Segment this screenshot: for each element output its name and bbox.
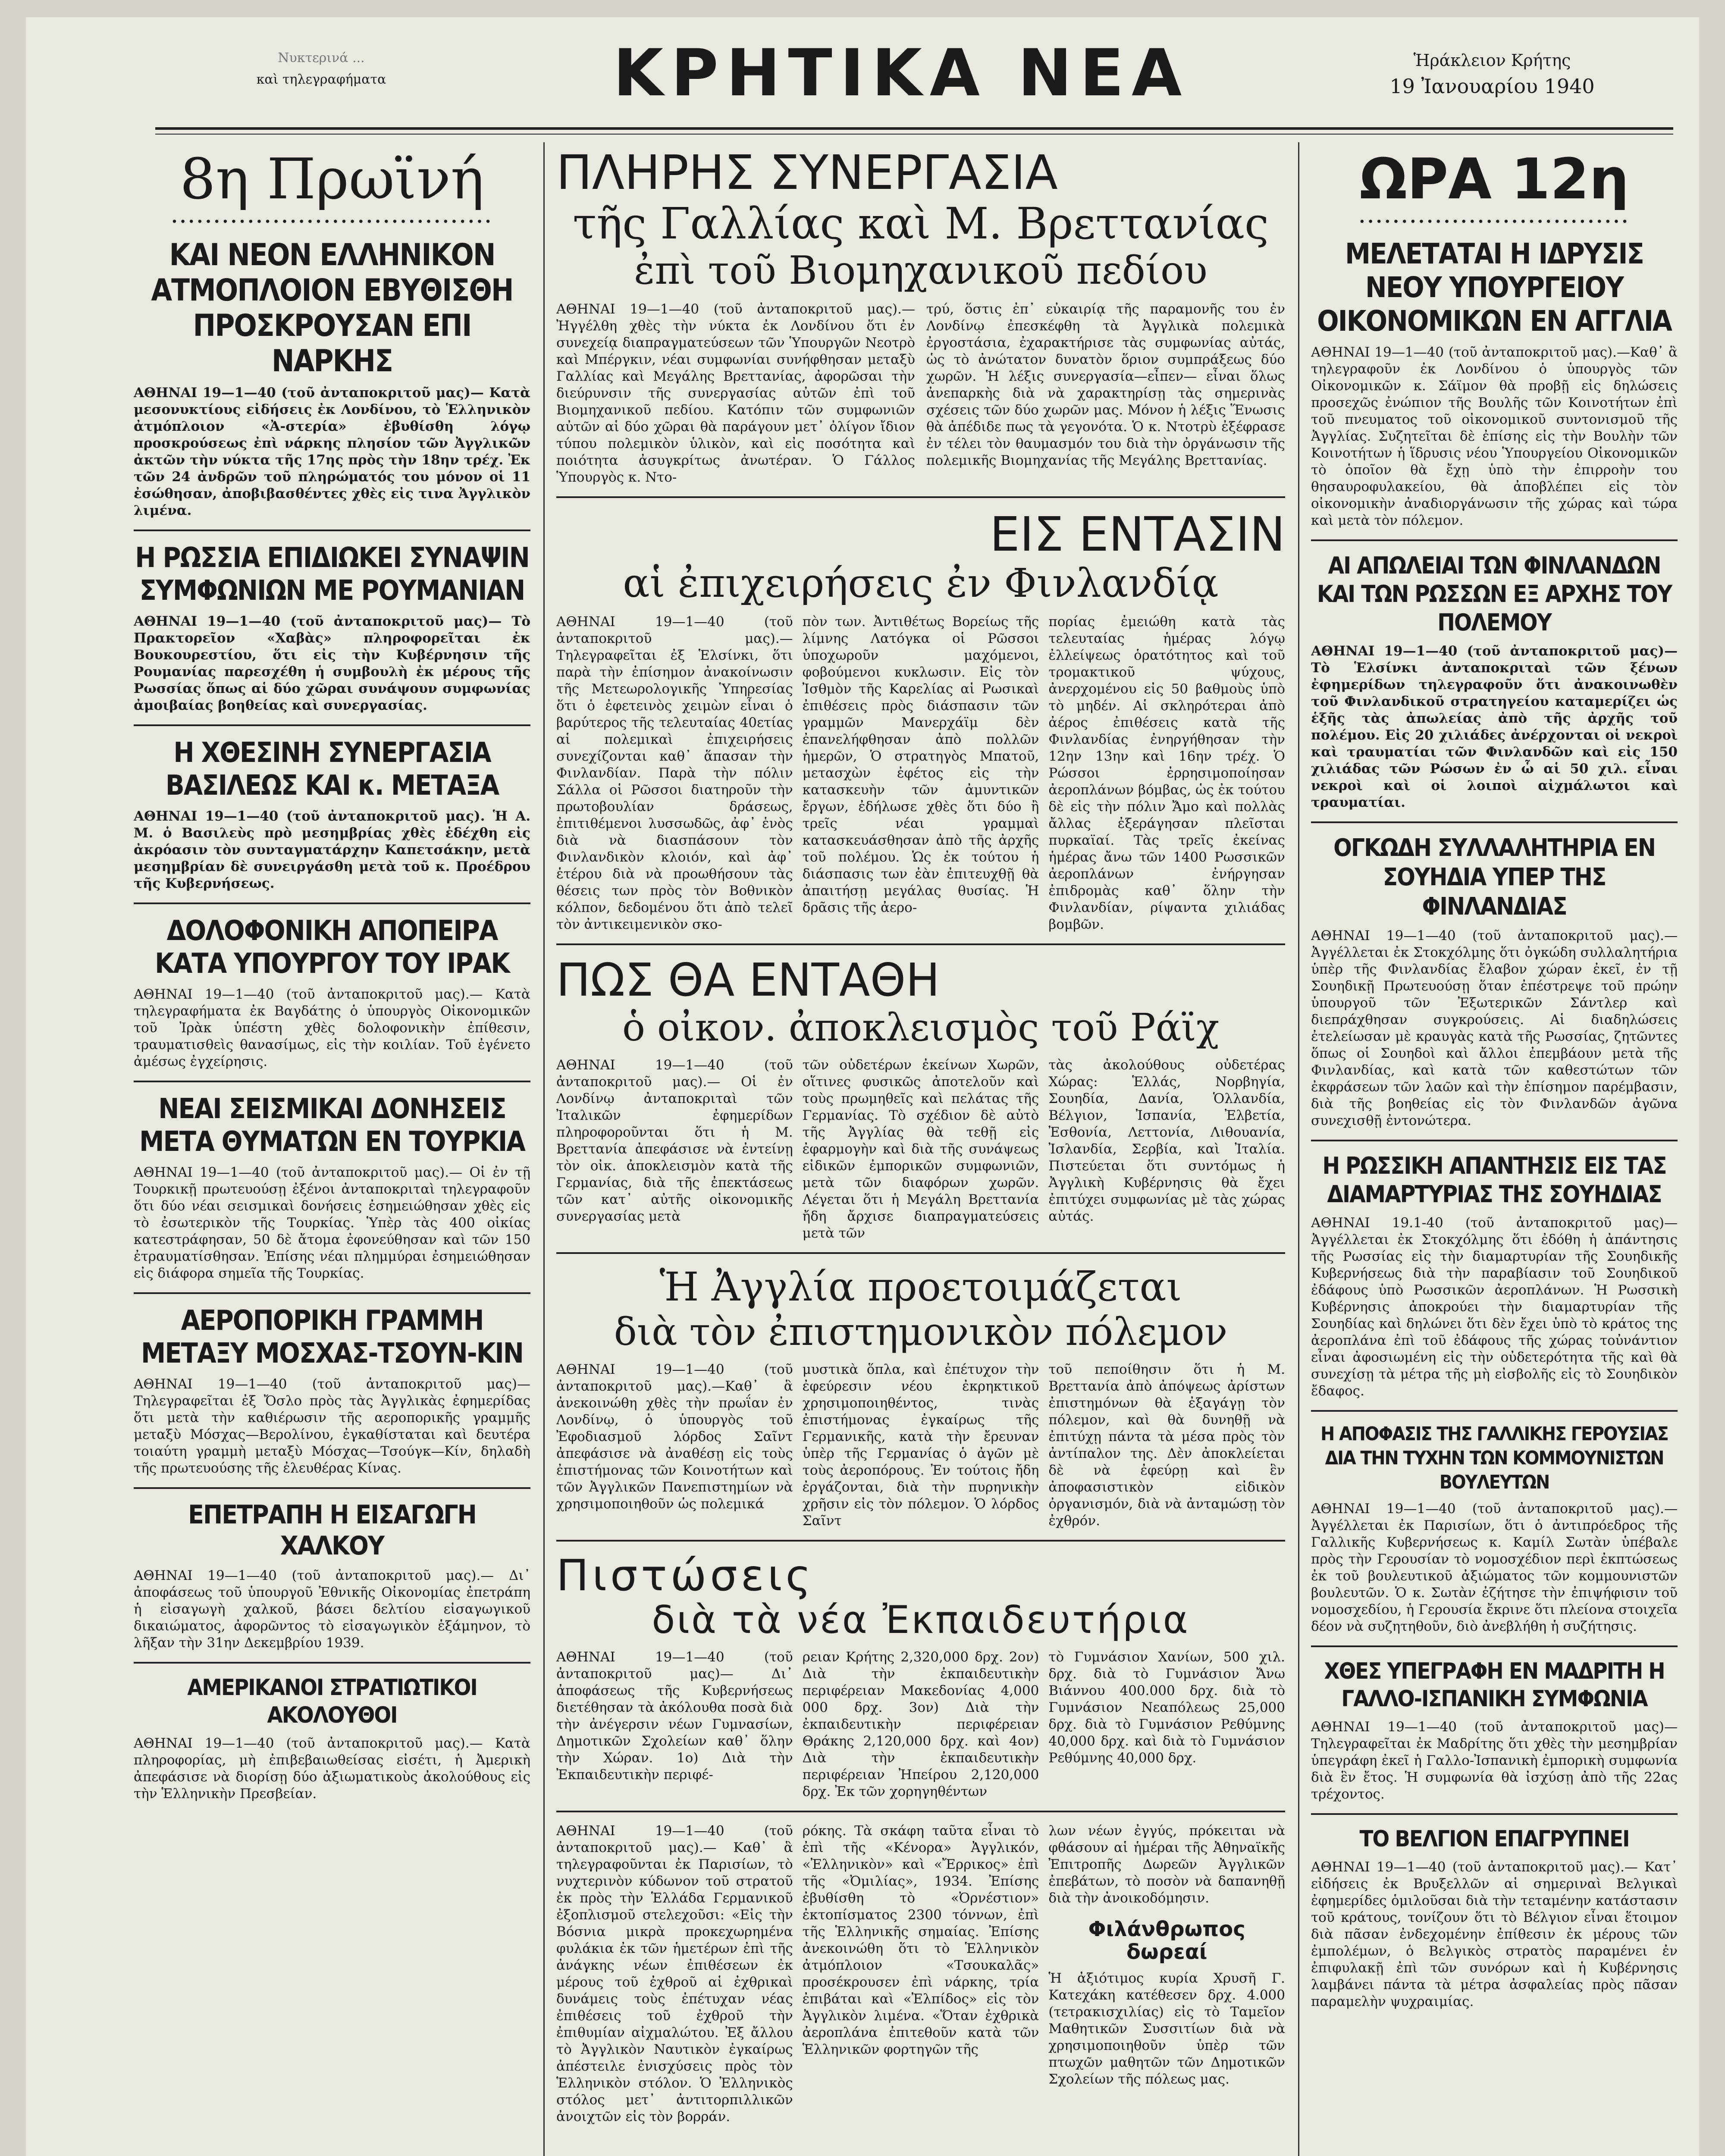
divider (1311, 1645, 1678, 1647)
article-body-col2: πὸν των. Ἀντιθέτως Βορείως τῆς λίμνης Λατόγκα οἱ Ρῶσσοι ὑποχωροῦν μαχόμενοι, φοβούμενοι κυκλωσιν. Εἰς τὸν Ἰσθμὸν τῆς Καρελίας αἱ Ρωσικαὶ ἐπιθέσεις πρὸς διάσπασιν τῶν γραμμῶν Μανερχάϊμ δὲν ἐπανελήφθησαν ἀπὸ πολλῶν ἡμερῶν, Ὁ στρατηγὸς Μπατοῦ, μετασχὼν ἐφέτος εἰς τὴν κατασκευὴν τῶν ἀμυντικῶν ἔργων, ἐδήλωσε χθὲς ὅτι δύο ἢ τρεῖς νέαι γραμμαὶ κατασκευάσθησαν ἀπὸ τῆς ἀρχῆς τοῦ πολέμου. Ὡς ἐκ τούτου ἡ διάσπασις των ἐὰν ἐπιτευχθῇ θὰ ἀπαιτήσῃ μεγάλας θυσίας. Ἡ δρᾶσις τῆς ἀερο- (802, 614, 1039, 916)
article-body: ΑΘΗΝΑΙ 19—1—40 (τοῦ ἀνταποκριτοῦ μας).— Κατὰ πληροφορίας, μὴ ἐπιβεβαιωθείσας εἰσέτι, ἡ Ἀμερικὴ ἀπεφάσισε νὰ διορίσῃ δύο ἀξιωματικοὺς ἀκολούθους εἰς τὴν Ἑλληνικὴν Πρεσβείαν. (134, 1736, 530, 1802)
article-headline: ΤΟ ΒΕΛΓΙΟΝ ΕΠΑΓΡΥΠΝΕΙ (1359, 1826, 1629, 1852)
column-rule-right (1298, 142, 1299, 2156)
article-belgium-vigilant (1311, 1825, 1678, 2010)
article-headline: ΑΕΡΟΠΟΡΙΚΗ ΓΡΑΜΜΗ ΜΕΤΑΞΥ ΜΟΣΧΑΣ-ΤΣΟΥΝ-ΚΙΝ (141, 1305, 523, 1369)
article-headline: Η ΑΠΟΦΑΣΙΣ ΤΗΣ ΓΑΛΛΙΚΗΣ ΓΕΡΟΥΣΙΑΣ ΔΙΑ ΤΗΝ ΤΥΧΗΝ ΤΩΝ ΚΟΜΜΟΥΝΙΣΤΩΝ ΒΟΥΛΕΥΤΩΝ (1320, 1423, 1668, 1493)
article-sweden-rallies (1311, 834, 1678, 1129)
article-body-col1: ΑΘΗΝΑΙ 19—1—40 (τοῦ ἀνταποκριτοῦ μας).— Ἠγγέλθη χθὲς τὴν νύκτα ἐκ Λονδίνου ὅτι ἐν συνεχείᾳ διαπραγματεύσεων τῶν Ὑπουργῶν Νεοτρὸ καὶ Μπέργκιν, νέαι συμφωνίαι συνήφθησαν μεταξὺ Γαλλίας καὶ Μεγάλης Βρεττανίας, ἀφορῶσαι τὴν διεύρυνσιν τῆς συνεργασίας αὐτῶν ἐπὶ τοῦ Βιομηχανικοῦ πεδίου. Κατόπιν τῶν συμφωνιῶν αὐτῶν αἱ δύο χῶραι θὰ παράγουν μετ᾽ ὀλίγον ἴδιον τύπου πολεμικὸν ὑλικὸν, καὶ εἰς ποσότητα καὶ ποιότητα ἀσυγκρίτως ἀνωτέραν. Ὁ Γάλλος Ὑπουργὸς κ. Ντο- (556, 301, 915, 485)
masthead-rule-thin (155, 134, 1673, 135)
article-subheadline: τῆς Γαλλίας καὶ Μ. Βρεττανίας (572, 198, 1269, 249)
article-headline: ΜΕΛΕΤΑΤΑΙ Η ΙΔΡΥΣΙΣ ΝΕΟΥ ΥΠΟΥΡΓΕΙΟΥ ΟΙΚΟΝΟΜΙΚΩΝ ΕΝ ΑΓΓΛΙΑ (1317, 237, 1672, 338)
star-divider: •••••••••••••••••••••••••••••••• (1358, 216, 1630, 229)
article-headline: ΚΑΙ ΝΕΟΝ ΕΛΛΗΝΙΚΟΝ ΑΤΜΟΠΛΟΙΟΝ ΕΒΥΘΙΣΘΗ ΠΡΟΣΚΡΟΥΣΑΝ ΕΠΙ ΝΑΡΚΗΣ (151, 237, 513, 379)
article-body-col2: τρύ, ὅστις ἐπ᾽ εὐκαιρίᾳ τῆς παραμονῆς του ἐν Λονδίνῳ ἐπεσκέφθη τὰ Ἀγγλικὰ πολεμικὰ ἐργοστάσια, ἐχαρακτήρισε τὰς συμφωνίας αὐτάς, ὡς τὸ ἀνώτατον δυνατὸν ὅριον συμπράξεως δύο χωρῶν. Ἡ λέξις συνεργασία—εἶπεν— εἶναι ὅλως ἀνεπαρκὴς διὰ νὰ χαρακτηρίσῃ τὰς σημερινὰς σχέσεις τῶν δύο χωρῶν μας. Μόνον ἡ λέξις Ἕνωσις θὰ ἀπέδιδε πως τὰ γεγονότα. Ὁ κ. Ντοτρὺ ἐξέφρασε ἐν τέλει τὸν θαυμασμόν του διὰ τὴν ὀργάνωσιν τῆς πολεμικῆς Βιομηχανίας τῆς Μεγάλης Βρεττανίας. (926, 301, 1285, 468)
article-body: ΑΘΗΝΑΙ 19—1—40 (τοῦ ἀνταποκριτοῦ μας).— Κατὰ τηλεγραφήματα ἐκ Βαγδάτης ὁ ὑπουργὸς Οἰκονομικῶν τοῦ Ἰρὰκ ὑπέστη χθὲς δολοφονικὴν ἐπίθεσιν, τραυματισθεὶς θανασίμως, εἰς τὴν κοιλίαν. Τοῦ ἐγένετο ἀμέσως ἐγχείρησις. (134, 987, 530, 1069)
article-air-route (134, 1304, 530, 1477)
divider (556, 1252, 1285, 1254)
article-body: ΑΘΗΝΑΙ 19—1—40 (τοῦ ἀνταποκριτοῦ μας)— Τὸ Πρακτορεῖον «Χαβὰς» πληροφορεῖται ἐκ Βουκουρεστίου, ὅτι εἰς τὴν Κυβέρνησιν τῆς Ρουμανίας παρεσχέθη ἡ συμβουλὴ ἐκ μέρους τῆς Ρωσσίας ὅπως αἱ δύο χῶραι συνάψουν συμφωνίας ἀμοιβαίας βοηθείας καὶ συνεργασίας. (134, 614, 530, 713)
article-scientific-war (556, 1264, 1285, 1529)
divider (134, 1292, 530, 1294)
article-headline: Πιστώσεις (556, 1550, 815, 1601)
divider (1311, 539, 1678, 541)
right-column (1311, 147, 1678, 2156)
article-body-col3: τὰς ἀκολούθους οὐδετέρας Χώρας: Ἑλλάς, Νορβηγία, Σουηδία, Δανία, Ὁλλανδία, Βέλγιον, Ἰσπανία, Ἐλβετία, Ἐσθονία, Λεττονία, Λιθουανία, Ἰσλανδία, Σερβία, καὶ Ἰταλία. Πιστεύεται ὅτι συντόμως ἡ Ἀγγλικὴ Κυβέρνησις θὰ ἔχει ἐπιτύχει συμφωνίας μὲ τὰς χώρας αὐτάς. (1048, 1057, 1285, 1224)
article-subheadline: διὰ τὰ νέα Ἐκπαιδευτήρια (652, 1597, 1190, 1642)
article-iraq-minister (134, 915, 530, 1070)
article-headline: Η ΡΩΣΣΙΑ ΕΠΙΔΙΩΚΕΙ ΣΥΝΑΨΙΝ ΣΥΜΦΩΝΙΩΝ ΜΕ ΡΟΥΜΑΝΙΑΝ (135, 542, 529, 607)
article-greek-ship-sunk (134, 237, 530, 519)
article-headline: ΟΓΚΩΔΗ ΣΥΛΛΑΛΗΤΗΡΙΑ ΕΝ ΣΟΥΗΔΙΑ ΥΠΕΡ ΤΗΣ ΦΙΝΛΑΝΔΙΑΣ (1333, 834, 1655, 921)
masthead-right (1354, 47, 1630, 99)
divider (134, 1662, 530, 1664)
article-headline: Η ΧΘΕΣΙΝΗ ΣΥΝΕΡΓΑΣΙΑ ΒΑΣΙΛΕΩΣ ΚΑΙ κ. ΜΕΤΑΞΑ (165, 737, 499, 802)
article-body-col1: ΑΘΗΝΑΙ 19—1—40 (τοῦ ἀνταποκριτοῦ μας).—Καθ᾽ ἃ ἀνεκοινώθη χθὲς τὴν πρωΐαν ἐν Λονδίνῳ, ὁ ὑπουργὸς τοῦ Ἐφοδιασμοῦ λόρδος Σαῖντ ἀπεφάσισε νὰ ἀναθέσῃ εἰς τοὺς ἐπιστήμονας τῶν Κοινοτήτων καὶ τῶν Ἀγγλικῶν Πανεπιστημίων νὰ χρησιμοποιηθοῦν ὡς πολεμικά (556, 1361, 793, 1512)
article-body: ΑΘΗΝΑΙ 19—1—40 (τοῦ ἀνταποκριτοῦ μας)— Τηλεγραφεῖται ἐξ Ὄσλο πρὸς τὰς Ἀγγλικὰς ἐφημερίδας ὅτι μετὰ τὴν καθιέρωσιν τῆς αεροπορικῆς γραμμῆς μεταξὺ Μόσχας—Βερολίνου, ἐγκαθίσταται καὶ δευτέρα τοιαύτη γραμμὴ μεταξὺ Μόσχας—Τσούγκ—Κίν, δηλαδὴ τῆς πρωτευούσης τῆς ἐλευθέρας Κίνας. (134, 1376, 530, 1476)
article-russia-romania (134, 542, 530, 714)
article-body-col3: τὸ Γυμνάσιον Χανίων, 500 χιλ. δρχ. διὰ τὸ Γυμνάσιον Ἄνω Βιάννου 400.000 δρχ. διὰ τὸ Γυμνάσιον Νεαπόλεως 25,000 δρχ. διὰ τὸ Γυμνάσιον Ρεθύμνης 40,000 δρχ. καὶ διὰ τὸ Γυμνάσιον Ρεθύμνης 40,000 δρχ. (1048, 1649, 1285, 1766)
article-headline: ΠΛΗΡΗΣ ΣΥΝΕΡΓΑΣΙΑ (556, 147, 1058, 200)
article-greek-ships-war (556, 1823, 1285, 2125)
article-body: ΑΘΗΝΑΙ 19—1—40 (τοῦ ἀνταποκριτοῦ μας)— Τὸ Ἑλσίνκι ἀνταποκριταὶ τῶν ξένων ἐφημερίδων τηλεγραφοῦν ὅτι ἀνακοινωθὲν τοῦ Φινλανδικοῦ στρατηγείου καταμερίζει ὡς ἑξῆς τὰς ἀπωλείας ἀπὸ τῆς ἀρχῆς τοῦ πολέμου. Εἰς 20 χιλιάδες ἀνέρχονται οἱ νεκροὶ καὶ τραυματίαι τῶν Φινλανδῶν καὶ εἰς 150 χιλιάδας τῶν Ρώσων ἐν ὧ αἱ 50 χιλ. εἶναι νεκροὶ καὶ οἱ λοιποὶ αἰχμάλωτοι καὶ τραυματίαι. (1311, 643, 1678, 810)
divider (134, 530, 530, 531)
article-school-credits (556, 1552, 1285, 1800)
donation-body-top: λων νέων ἐγγύς, πρόκειται νὰ φθάσουν αἱ ἡμέραι τῆς Ἀθηναϊκῆς Ἐπιτροπῆς Δωρεῶν Ἀγγλικῶν ἐπεβάτων, τὸ ποσὸν νὰ δαπανηθῇ διὰ τὴν ἀνοικοδόμησιν. (1048, 1823, 1285, 1906)
column-rule-left (543, 142, 545, 2156)
divider (134, 903, 530, 904)
divider (1311, 1813, 1678, 1815)
article-headline: ΠΩΣ ΘΑ ΕΝΤΑΘΗ (556, 954, 940, 1007)
article-body: ΑΘΗΝΑΙ 19—1—40 (τοῦ ἀνταποκριτοῦ μας).—Καθ᾽ ἃ τηλεγραφοῦν ἐκ Λονδίνου ὁ ὑπουργὸς τῶν Οἰκονομικῶν κ. Σάϊμον θὰ προβῇ εἰς δηλώσεις προσεχῶς ἐνώπιον τῆς Βουλῆς τῶν Κοινοτήτων ἐπὶ τοῦ πνευματος τοῦ οἰκονομικοῦ συντονισμοῦ τῆς Ἀγγλίας. Συζητεῖται δὲ ἐπίσης εἰς τὴν Βουλὴν τῶν Κοινοτήτων ἡ ἵδρυσις νέου Ὑπουργείου Οἰκονομικῶν τὸ ὁποῖον θὰ ἔχῃ ὑπὸ τὴν ἐπιρροὴν του θησαυροφυλακείου, θὰ ἀποβλέπει εἰς τὸν οἰκονομικὴν ἀναδιοργάνωσιν τῆς χώρας καὶ τώρα καὶ μετὰ τὸν πόλεμον. (1311, 345, 1678, 528)
left-column (134, 147, 530, 2156)
article-body-col3: πορίας ἐμειώθη κατὰ τὰς τελευταίας ἡμέρας λόγῳ ἐλλείψεως ὁρατότητος καὶ τοῦ τρομακτικοῦ ψύχους, ἀνερχομένου εἰς 50 βαθμοὺς ὑπὸ τὸ μηδέν. Αἱ σκληρότεραι ἀπὸ ἀέρος ἐπιθέσεις κατὰ τῆς Φινλανδίας ἐνηργήθησαν τὴν 12ην 13ην καὶ 16ην τρέχ. Ὁ Ρώσσοι ἐρρησιμοποίησαν ἀεροπλάνων βόμβας, ὡς ἐκ τούτου δὲ εἰς τὴν πόλιν Ἄμο καὶ πολλὰς ἄλλας ἐξεράγησαν πλεῖσται πυρκαϊαί. Τὰς τρεῖς ἐκείνας ἡμέρας ἄνω τῶν 1400 Ρωσσικῶν ἀεροπλάνων ἐνήργησαν ἐπιδρομὰς καθ᾽ ὅλην τὴν Φινλανδίαν, ρίψαντα χιλιάδας βομβῶν. (1048, 614, 1285, 933)
article-headline: ΑΜΕΡΙΚΑΝΟΙ ΣΤΡΑΤΙΩΤΙΚΟΙ ΑΚΟΛΟΥΘΟΙ (187, 1675, 477, 1728)
divider (134, 1487, 530, 1489)
article-body: ΑΘΗΝΑΙ 19—1—40 (τοῦ ἀνταποκριτοῦ μας).—Ἀγγέλλεται ἐκ Στοκχόλμης ὅτι ὀγκώδη συλλαλητήρια ὑπὲρ τῆς Φινλανδίας ἔλαβον χώραν ἐκεῖ, ἐν τῇ Σουηδικῇ Πρωτευούσῃ ὅταν ἐπέστρεψε τοῦ πρώην ὑπουργοῦ τῶν Ἐξωτερικῶν Σάντλερ καὶ διεπράχθησαν συγκρούσεις. Αἱ διαδηλώσεις ἐτελείωσαν μὲ κραυγὰς κατὰ τῆς Ρωσσίας, ζητῶντες ὅπως οἱ Σουηδοὶ καὶ ἄλλοι ἐπεμβάουν μετὰ τῆς Φινλανδίας, καὶ κατὰ τῶν καθεστώτων τῶν ἐκφράσεων τῶν λαῶν καὶ τὴν ἐπίσημον παρέμβασιν, διὰ τῆς βοηθείας εἰς τὸν Φινλανδῶν ἀγῶνα συνεχισθῇ ἐντονώτερα. (1311, 928, 1678, 1128)
article-reich-blockade (556, 956, 1285, 1242)
article-headline: ΕΠΕΤΡΑΠΗ Η ΕΙΣΑΓΩΓΗ ΧΑΛΚΟΥ (188, 1500, 476, 1561)
center-column (556, 147, 1285, 2156)
donation-box (1048, 1823, 1285, 2125)
masthead-rule (155, 127, 1673, 130)
article-russian-reply (1311, 1152, 1678, 1400)
article-body-col2: μυστικὰ ὅπλα, καὶ ἐπέτυχον τὴν ἐφεύρεσιν νέου ἐκρηκτικοῦ χρησιμοποιηθέντος, τινὰς ἐπιστήμονας ἐγκαίρως τῆς Γερμανικῆς, κατὰ τὴν ἔρευναν ὑπὲρ τῆς Γερμανίας ὁ ἀγῶν μὲ τοὺς ἀεροπόρους. Ἐν τούτοις ἤδη ἐργάζονται, διὰ τὴν πυρηνικὴν χρῆσιν εἰς τὸν πόλεμον. Ὁ λόρδος Σαῖντ (802, 1361, 1039, 1529)
article-body-col2: τῶν οὐδετέρων ἐκείνων Χωρῶν, οἵτινες φυσικῶς ἀποτελοῦν καὶ τοὺς πρωμηθεῖς καὶ πελάτας τῆς Γερμανίας. Τὸ σχέδιον δὲ αὐτὸ τῆς Ἀγγλίας θὰ τεθῇ εἰς ἐφαρμογὴν καὶ διὰ τῆς συνάψεως εἰδικῶν ἐμπορικῶν συμφωνιῶν, μετὰ τῶν διαφόρων χωρῶν. Λέγεται ὅτι ἡ Μεγάλη Βρεττανία ἤδη ἄρχισε διαπραγματεύσεις μετὰ τῶν (802, 1057, 1039, 1241)
article-body-col1: ΑΘΗΝΑΙ 19—1—40 (τοῦ ἀνταποκριτοῦ μας).— Τηλεγραφεῖται ἐξ Ἑλσίνκι, ὅτι παρὰ τὴν ἐπίσημον ἀνακοίνωσιν τῆς Μετεωρολογικῆς Ὑπηρεσίας ὅτι ὁ ἐφετεινὸς χειμὼν εἶναι ὁ βαρύτερος τῆς τελευταίας 40ετίας αἱ πολεμικαὶ ἐπιχειρήσεις συνεχίζονται καθ᾽ ἅπασαν τὴν Φινλανδίαν. Παρὰ τὴν πόλιν Σάλλα οἱ Ρῶσσοι διατηροῦν τὴν πρωτοβουλίαν δράσεως, ἐπιτιθέμενοι λυσσωδῶς, ἀφ᾽ ἑνὸς διὰ νὰ διασπάσουν τὸν Φινλανδικὸν κλοιόν, καὶ ἀφ᾽ ἑτέρου διὰ νὰ προωθήσουν τὰς θέσεις των πρὸς τὸν Βοθνικὸν κόλπον, δεδομένου ὅτι ἀπὸ τελεῖ τὸν ἀντικειμενικὸν σκο- (556, 614, 793, 933)
article-headline: ΑΙ ΑΠΩΛΕΙΑΙ ΤΩΝ ΦΙΝΛΑΝΔΩΝ ΚΑΙ ΤΩΝ ΡΩΣΣΩΝ ΕΞ ΑΡΧΗΣ ΤΟΥ ΠΟΛΕΜΟΥ (1317, 552, 1672, 636)
article-body: ΑΘΗΝΑΙ 19—1—40 (τοῦ ἀνταποκριτοῦ μας).— Οἱ ἐν τῇ Τουρκικῇ πρωτευούσῃ ἐξένοι ἀνταποκριταὶ τηλεγραφοῦν ὅτι δύο νέαι σεισμικαὶ δονήσεις ἐσημειώθησαν χθὲς εἰς τὸ ἐσωτερικὸν τῆς Τουρκίας. Ὑπὲρ τὰς 400 οἰκίας κατεστράφησαν, 50 δὲ ἄτομα ἐφονεύθησαν καὶ τῶν 150 ἐτραυματίσθησαν. Ἐπίσης νέαι πλημμύραι ἐσημειώθησαν εἰς διάφορα σημεῖα τῆς Τουρκίας. (134, 1165, 530, 1281)
article-french-senate (1311, 1422, 1678, 1635)
divider (556, 1540, 1285, 1542)
divider (134, 724, 530, 726)
article-subheadline: ἐπὶ τοῦ Βιομηχανικοῦ πεδίου (634, 248, 1208, 293)
article-body: ΑΘΗΝΑΙ 19—1—40 (τοῦ ἀνταποκριτοῦ μας)— Τηλεγραφεῖται ἐκ Μαδρίτης ὅτι χθὲς τὴν μεσημβρίαν ὑπεγράφη ἐκεῖ ἡ Γαλλο-Ἰσπανικὴ ἐμπορικὴ συμφωνία διὰ ἓν ἔτος. Ἡ συμφωνία θὰ ἰσχύσῃ ἀπὸ τῆς 22ας τρέχοντος. (1311, 1719, 1678, 1802)
star-divider: •••••••••••••••••••••••••••••••••••••• (171, 216, 493, 229)
article-body-col1: ΑΘΗΝΑΙ 19—1—40 (τοῦ ἀνταποκριτοῦ μας)— Δι᾽ ἀποφάσεως τῆς Κυβερνήσεως διετέθησαν τὰ ἀκόλουθα ποσὰ διὰ τὴν ἀνέγερσιν νέων Γυμνασίων, Δημοτικῶν Σχολείων καθ᾽ ὅλην τὴν Χώραν. 1ο) Διὰ τὴν Ἐκπαιδευτικὴν περιφέ- (556, 1649, 793, 1783)
article-king-metaxas (134, 736, 530, 892)
article-headline: ΕΙΣ ΕΝΤΑΣΙΝ (990, 506, 1285, 562)
masthead-date: 19 Ἰανουαρίου 1940 (1389, 75, 1595, 98)
article-headline: ΧΘΕΣ ΥΠΕΓΡΑΦΗ ΕΝ ΜΑΔΡΙΤΗ Η ΓΑΛΛΟ-ΙΣΠΑΝΙΚΗ ΣΥΜΦΩΝΙΑ (1324, 1658, 1665, 1712)
article-finland-operations (556, 508, 1285, 934)
article-franco-spanish (1311, 1658, 1678, 1803)
article-american-attaches (134, 1674, 530, 1802)
article-body-col1: ΑΘΗΝΑΙ 19—1—40 (τοῦ ἀνταποκριτοῦ μας).— Καθ᾽ ἃ τηλεγραφοῦνται ἐκ Παρισίων, τὸ νυχτερινὸν κύδωνον τοῦ στρατοῦ ἐκ πρὸς τὴν Ἑλλάδα Γερμανικοῦ ἐξοπλισμοῦ στελεχοῦσι: «Εἰς τὴν Βόσνια μικρὰ προκεχωρημένα φυλάκια ἐκ τῶν ἡμετέρων ἐπὶ τῆς ἀνάγκης νέων ἐπιθέσεων ἐκ μέρους τοῦ ἐχθροῦ αἱ ἐχθρικαὶ δυνάμεις τοὺς ἐπέτυχαν νέας ἐπιθέσεις τοῦ ἐχθροῦ τὴν ἐπιθυμίαν αἰχμαλώτου. Ἐξ ἄλλου τὸ Ἀγγλικὸν Ναυτικὸν ἐγκαίρως ἀπέστειλε ἐνισχύσεις πρὸς τὸν Ἑλληνικὸν στόλον. Ὁ Ἑλληνικὸς στόλος μετ᾽ ἀντιτορπιλλικῶν ἀνοιχτῶν εἰς τὸν βορράν. (556, 1823, 793, 2125)
article-headline: Ἡ Ἀγγλία προετοιμάζεται (659, 1263, 1182, 1310)
divider (1311, 1410, 1678, 1412)
article-body-col2: ρειαν Κρήτης 2,320,000 δρχ. 2ον) Διὰ τὴν ἐκπαιδευτικὴν περιφέρειαν Μακεδονίας 4,000 000 δρχ. 3ον) Διὰ τὴν ἐκπαιδευτικὴν περιφέρειαν Θράκης 2,120,000 δρχ. καὶ 4ον) Διὰ τὴν ἐκπαιδευτικὴν περιφέρειαν Ἠπείρου 2,120,000 δρχ. Ἐκ τῶν χορηγηθέντων (802, 1649, 1039, 1799)
masthead-left-line1: Νυκτερινά ... (278, 50, 365, 66)
divider (1311, 1140, 1678, 1141)
article-headline: Η ΡΩΣΣΙΚΗ ΑΠΑΝΤΗΣΙΣ ΕΙΣ ΤΑΣ ΔΙΑΜΑΡΤΥΡΙΑΣ ΤΗΣ ΣΟΥΗΔΙΑΣ (1322, 1152, 1666, 1208)
article-body: ΑΘΗΝΑΙ 19—1—40 (τοῦ ἀνταποκριτοῦ μας)— Κατὰ μεσονυκτίους εἰδήσεις ἐκ Λονδίνου, τὸ Ἑλληνικὸν ἀτμόπλοιον «Ἀ-στερία» ἐβυθίσθη λόγῳ προσκρούσεως ἐπὶ νάρκης πλησίον τῶν Ἀγγλικῶν ἀκτῶν τὴν νύκτα τῆς 17ης πρὸς τὴν 18ην τρέχ. Ἐκ τῶν 24 ἀνδρῶν τοῦ πληρώματός του μόνον οἱ 11 ἐσώθησαν, ἀποβιβασθέντες χθὲς εἰς τινα Ἀγγλικὸν λιμένα. (134, 385, 530, 518)
newspaper-page (26, 17, 1699, 2156)
article-subheadline: ὁ οἰκον. ἀποκλεισμὸς τοῦ Ράϊχ (622, 1005, 1220, 1050)
divider (1311, 821, 1678, 823)
article-body-col1: ΑΘΗΝΑΙ 19—1—40 (τοῦ ἀνταποκριτοῦ μας).— Οἱ ἐν Λονδίνῳ ἀνταποκριταὶ τῶν Ἰταλικῶν ἐφημερίδων πληροφοροῦνται ὅτι ἡ Μ. Βρεττανία ἀπεφάσισε νὰ ἐντείνῃ τὸν οἰκ. ἀποκλεισμὸν κατὰ τῆς Γερμανίας, διὰ τῆς ἐπεκτάσεως τῶν κατ᾽ αὐτῆς οἰκονομικῆς συνεργασίας μετὰ (556, 1057, 793, 1224)
article-turkey-earthquakes (134, 1093, 530, 1282)
masthead-city: Ἡράκλειον Κρήτης (1413, 51, 1571, 70)
masthead-left (181, 47, 461, 91)
article-body: ΑΘΗΝΑΙ 19—1—40 (τοῦ ἀνταποκριτοῦ μας).— Δι᾽ ἀποφάσεως τοῦ ὑπουργοῦ Ἐθνικῆς Οἰκονομίας ἐπετράπη ἡ εἰσαγωγὴ χαλκοῦ, βάσει δελτίου εἰσαγωγικοῦ δικαιώματος, ἀφορῶντος τὸ εἰσαγωγικὸν ἑξάμηνον, τὸ λῆξαν τὴν 31ην Δεκεμβρίου 1939. (134, 1568, 530, 1651)
divider (134, 1081, 530, 1082)
article-subheadline: διὰ τὸν ἐπιστημονικὸν πόλεμον (614, 1309, 1228, 1354)
article-body: ΑΘΗΝΑΙ 19.1-40 (τοῦ ἀνταποκριτοῦ μας)—Ἀγγέλλεται ἐκ Στοκχόλμης ὅτι ἐδόθη ἡ ἀπάντησις τῆς Ρωσσίας εἰς τὴν διαμαρτυρίαν τῆς Σουηδικῆς Κυβερνήσεως διὰ τὴν παραβίασιν τοῦ Σουηδικοῦ ἐδάφους ὑπὸ Ρωσσικῶν ἀεροπλάνων. Ἡ Ρωσσικὴ Κυβέρνησις ἀποκρούει τὴν διαμαρτυρίαν τῆς Σουηδίας καὶ δηλώνει ὅτι δὲν ἔχει ὑπὸ τὸ κράτος της ἀεροπλάνα ἐπὶ τοῦ ἐδάφους τῆς χώρας τοὐνάντιον εἶναι ἀφοσιωμένη εἰς τὴν οὐδετερότητα τῆς καὶ θὰ συνεχίσῃ τὰ μέτρα τῆς μὴ εἰσβολῆς εἰς τὸ Σουηδικὸν ἔδαφος. (1311, 1215, 1678, 1399)
divider (556, 496, 1285, 498)
article-body: ΑΘΗΝΑΙ 19—1—40 (τοῦ ἀνταποκριτοῦ μας). Ἡ Α. Μ. ὁ Βασιλεὺς πρὸ μεσημβρίας χθὲς ἐδέχθη εἰς ἀκρόασιν τὸν συνταγματάρχην Καπετσάκην, μετὰ μεσημβρίαν δὲ συνειργάσθη μετὰ τοῦ κ. Προέδρου τῆς Κυβερνήσεως. (134, 808, 530, 891)
divider (556, 1811, 1285, 1812)
article-headline: ΝΕΑΙ ΣΕΙΣΜΙΚΑΙ ΔΟΝΗΣΕΙΣ ΜΕΤΑ ΘΥΜΑΤΩΝ ΕΝ ΤΟΥΡΚΙΑ (139, 1093, 525, 1158)
article-headline: ΔΟΛΟΦΟΝΙΚΗ ΑΠΟΠΕΙΡΑ ΚΑΤΑ ΥΠΟΥΡΓΟΥ ΤΟΥ ΙΡΑΚ (155, 915, 509, 980)
article-franco-british-cooperation (556, 147, 1285, 486)
masthead-left-line2: καὶ τηλεγραφήματα (256, 72, 386, 87)
divider (556, 943, 1285, 945)
edition-label: ΩΡΑ 12η (1359, 147, 1629, 212)
article-body: ΑΘΗΝΑΙ 19—1—40 (τοῦ ἀνταποκριτοῦ μας).—Ἀγγέλλεται ἐκ Παρισίων, ὅτι ὁ ἀντιπρόεδρος τῆς Γαλλικῆς Κυβερνήσεως κ. Καμίλ Σωτὰν ὑπέβαλε πρὸς τὴν Γερουσίαν τὸ νομοσχέδιον περὶ ἐκπτώσεως ἐκ τοῦ βουλευτικοῦ ἀξιώματος τῶν κομμουνιστῶν βουλευτῶν. Ὁ κ. Σωτὰν ἐζήτησε τὴν ἐπιψήφισιν τοῦ νομοσχεδίου, ἡ Γερουσία ἔκρινε ὅτι πλείονα στοιχεῖα δέον νὰ συζητηθοῦν, διὸ ἀνεβλήθη ἡ συζήτησις. (1311, 1501, 1678, 1634)
article-body: ΑΘΗΝΑΙ 19—1—40 (τοῦ ἀνταποκριτοῦ μας).— Κατ᾽ εἰδήσεις ἐκ Βρυξελλῶν αἱ σημεριναὶ Βελγικαὶ ἐφημερίδες ὁμιλοῦσαι διὰ τὴν τεταμένην κατάστασιν τοῦ κράτους, τονίζουν ὅτι τὸ Βέλγιον εἶναι ἕτοιμον διὰ πᾶσαν ἐνδεχομένην ἐπίθεσιν ἐκ μέρους τῶν ἐμπολέμων, ὁ Βελγικὸς στρατὸς παραμένει ἐν ἐπιφυλακῇ ἐπὶ τῶν συνόρων καὶ ἡ Κυβέρνησις λαμβάνει πάντα τὰ μέτρα ἀσφαλείας πρὸς πᾶσαν παραμελὴν ψυχραιμίας. (1311, 1859, 1678, 2009)
article-subheadline: αἱ ἐπιχειρήσεις ἐν Φινλανδίᾳ (623, 560, 1219, 606)
article-new-ministry (1311, 237, 1678, 529)
article-body-col3: τοῦ πεποίθησιν ὅτι ἡ Μ. Βρεττανία ἀπὸ ἀπόψεως ἀρίστων ἐπιστημόνων θὰ ἐξαγάγῃ τὸν πόλεμον, καὶ θὰ δυνηθῇ νὰ ἐπιτύχῃ πάντα τὰ μέσα πρὸς τὸν ἀντίπαλον της. Δὲν ἀποκλείεται δὲ νὰ ἐφεύρῃ καὶ ἓν ἀποφασιστικὸν εἰδικὸν ὀργανισμόν, διὰ νὰ ἀνταμώσῃ τὸν ἐχθρόν. (1048, 1361, 1285, 1529)
article-copper-import (134, 1499, 530, 1651)
edition-label: 8η Πρωϊνή (180, 147, 484, 212)
donation-body: Ἡ ἀξιότιμος κυρία Χρυσῆ Γ. Κατεχάκη κατέθεσεν δρχ. 4.000 (τετρακισχιλίας) εἰς τὸ Ταμεῖον Μαθητικῶν Συσσιτίων διὰ νὰ χρησιμοποιηθοῦν ὑπὲρ τῶν πτωχῶν μαθητῶν τῶν Δημοτικῶν Σχολείων τῆς πόλεως μας. (1048, 1971, 1285, 2087)
article-body-col2: ρόκης. Τὰ σκάφη ταῦτα εἶναι τὸ ἐπὶ τῆς «Κένορα» Ἀγγλικόν, «Ἐλληνικὸν» καὶ «Ἔρρικος» ἐπὶ τῆς «Ὀμιλίας», 1934. Ἐπίσης ἐβυθίσθη τὸ «Ὀρνέστιον» ἐκτοπίσματος 2300 τόννων, ἐπὶ τῆς Ἑλληνικῆς σημαίας. Ἐπίσης ἀνεκοινώθη ὅτι τὸ Ἑλληνικὸν ἀτμόπλοιον «Τσουκαλᾶς» προσέκρουσεν ἐπὶ νάρκης, τρία ἐπιβάται καὶ «Ἐλπίδος» εἰς τὸν Ἀγγλικὸν λιμένα. «Ὅταν ἐχθρικὰ ἀεροπλάνα ἐπιτεθοῦν κατὰ τῶν Ἑλληνικῶν φορτηγῶν τῆς (802, 1823, 1039, 2057)
newspaper-title: ΚΡΗΤΙΚΑ ΝΕΑ (613, 36, 1190, 111)
article-finnish-losses (1311, 552, 1678, 811)
donation-heading: Φιλάνθρωπος δωρεαί (1088, 1917, 1245, 1964)
